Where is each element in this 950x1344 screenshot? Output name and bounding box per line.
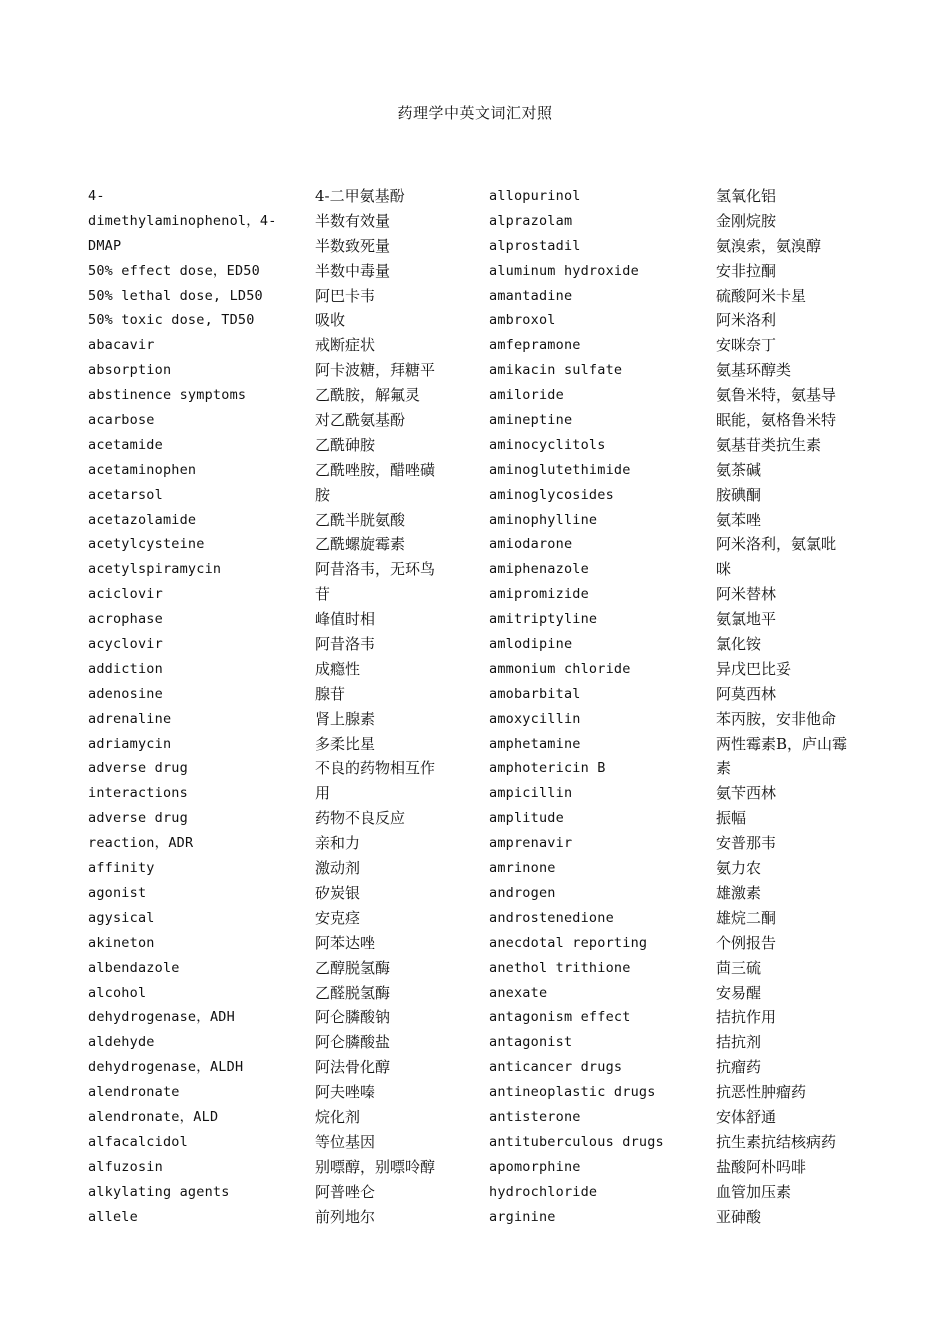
column-chinese-1 [315, 184, 475, 1229]
term-line: acyclovir [88, 636, 163, 653]
term-line: 戒断症状 [315, 336, 376, 355]
term-line: amrinone [489, 860, 556, 877]
term-line: alprazolam [489, 212, 573, 229]
term-line: 雄烷二酮 [716, 908, 777, 927]
term-line: 氨基环醇类 [716, 361, 792, 380]
column-english-2 [489, 184, 704, 1229]
term-line: 阿夫唑嗪 [315, 1083, 376, 1102]
term-line: 烷化剂 [315, 1107, 361, 1126]
page-title: 药理学中英文词汇对照 [397, 104, 553, 122]
term-line: reaction，ADR [88, 835, 194, 852]
term-line: DMAP [88, 237, 122, 254]
term-line: 阿米替林 [716, 585, 777, 604]
term-line: 氨鲁米特，氨基导 [716, 386, 837, 405]
term-line: 安克痉 [315, 908, 361, 927]
term-line: amiodarone [489, 536, 573, 553]
term-line: aminoglycosides [489, 486, 614, 503]
term-line: 阿米洛利，氨氯吡 [716, 535, 837, 554]
term-line: 阿卡波糖，拜糖平 [315, 361, 436, 380]
term-line: 亚砷酸 [716, 1207, 762, 1226]
term-line: 阿法骨化醇 [315, 1058, 391, 1077]
term-line: acrophase [88, 611, 163, 628]
term-line: 50% effect dose，ED50 [88, 262, 260, 279]
term-line: 半数致死量 [315, 236, 391, 255]
term-line: 氨氯地平 [716, 610, 777, 629]
term-line: anexate [489, 984, 548, 1001]
term-line: 苯丙胺，安非他命 [716, 709, 837, 728]
term-line: anticancer drugs [489, 1059, 623, 1076]
term-line: aldehyde [88, 1034, 155, 1051]
term-line: 50% lethal dose, LD50 [88, 287, 263, 304]
term-line: adrenaline [88, 710, 172, 727]
term-line: amlodipine [489, 636, 573, 653]
term-line: aciclovir [88, 586, 163, 603]
term-line: antituberculous drugs [489, 1133, 664, 1150]
term-line: acetylspiramycin [88, 561, 222, 578]
term-line: androgen [489, 884, 556, 901]
term-line: 矽炭银 [315, 883, 361, 902]
term-line: acarbose [88, 412, 155, 429]
term-line: 半数中毒量 [315, 261, 391, 280]
term-line: dehydrogenase，ADH [88, 1009, 235, 1026]
term-line: addiction [88, 660, 163, 677]
term-line: interactions [88, 785, 188, 802]
term-line: 安普那韦 [716, 834, 777, 853]
term-line: antagonism effect [489, 1009, 631, 1026]
term-line: 50% toxic dose, TD50 [88, 312, 255, 329]
term-line: antagonist [489, 1034, 573, 1051]
term-line: ampicillin [489, 785, 573, 802]
term-line: acetazolamide [88, 511, 197, 528]
term-line: 等位基因 [315, 1132, 376, 1151]
term-line: ammonium chloride [489, 660, 631, 677]
term-line: 抗生素抗结核病药 [716, 1132, 837, 1151]
term-line: 素 [716, 759, 732, 778]
term-line: apomorphine [489, 1158, 581, 1175]
term-line: amphetamine [489, 735, 581, 752]
term-line: 茴三硫 [716, 958, 762, 977]
term-line: akineton [88, 934, 155, 951]
term-line: ambroxol [489, 312, 556, 329]
term-line: 阿仑膦酸钠 [315, 1008, 391, 1027]
term-line: 安易醒 [716, 983, 762, 1002]
term-line: albendazole [88, 959, 180, 976]
term-line: 多柔比星 [315, 734, 376, 753]
term-line: 阿昔洛韦，无环鸟 [315, 560, 436, 579]
term-line: allopurinol [489, 188, 581, 204]
term-line: 抗瘤药 [716, 1058, 762, 1077]
term-line: 安非拉酮 [716, 261, 777, 280]
column-chinese-2 [716, 184, 891, 1229]
term-line: hydrochloride [489, 1183, 598, 1200]
term-line: 两性霉素B，庐山霉 [716, 734, 848, 753]
term-line: 亲和力 [315, 834, 361, 853]
term-line: alendronate [88, 1084, 180, 1101]
term-line: 乙酰砷胺 [315, 435, 376, 454]
term-line: 阿莫西林 [716, 684, 777, 703]
term-line: absorption [88, 362, 172, 379]
term-line: aminophylline [489, 511, 598, 528]
term-line: 4- [88, 188, 105, 204]
term-line: 氨苯唑 [716, 510, 762, 529]
term-line: 拮抗作用 [716, 1008, 777, 1027]
term-line: aminocyclitols [489, 436, 606, 453]
term-line: 安咪奈丁 [716, 336, 777, 355]
term-line: 个例报告 [716, 933, 777, 952]
term-line: amfepramone [489, 337, 581, 354]
term-line: affinity [88, 860, 155, 877]
term-line: 氯化铵 [716, 635, 762, 654]
term-line: 氨茶碱 [716, 460, 762, 479]
term-line: 对乙酰氨基酚 [315, 411, 406, 430]
term-line: amoxycillin [489, 710, 581, 727]
term-line: 氨苄西林 [716, 784, 777, 803]
term-line: 硫酸阿米卡星 [716, 286, 807, 305]
term-line: amiphenazole [489, 561, 589, 578]
term-line: dimethylaminophenol，4- [88, 212, 277, 229]
term-line: 苷 [315, 585, 331, 604]
term-line: 乙醇脱氢酶 [315, 958, 391, 977]
term-line: 乙酰胺，解氟灵 [315, 386, 421, 405]
term-line: adverse drug [88, 810, 188, 827]
term-line: agonist [88, 884, 147, 901]
term-line: amineptine [489, 412, 573, 429]
term-line: allele [88, 1208, 138, 1225]
term-line: amantadine [489, 287, 573, 304]
term-line: anecdotal reporting [489, 934, 648, 951]
term-line: 4-二甲氨基酚 [315, 187, 405, 205]
term-line: 别嘌醇，别嘌呤醇 [315, 1157, 436, 1176]
term-line: abstinence symptoms [88, 387, 247, 404]
term-line: acetamide [88, 436, 163, 453]
term-line: 乙酰唑胺，醋唑磺 [315, 460, 436, 479]
term-line: 吸收 [315, 311, 346, 330]
term-line: 拮抗剂 [716, 1033, 762, 1052]
term-line: 腺苷 [315, 684, 346, 703]
term-line: amitriptyline [489, 611, 598, 628]
term-line: 氢氧化铝 [716, 187, 777, 205]
term-line: 乙醛脱氢酶 [315, 983, 391, 1002]
term-line: 成瘾性 [315, 659, 361, 678]
term-line: amobarbital [489, 685, 581, 702]
term-line: 半数有效量 [315, 211, 391, 230]
term-line: amiloride [489, 387, 564, 404]
term-line: 前列地尔 [315, 1207, 376, 1226]
term-line: amprenavir [489, 835, 573, 852]
term-line: 胺碘酮 [716, 485, 762, 504]
term-line: 激动剂 [315, 859, 361, 878]
term-line: acetarsol [88, 486, 163, 503]
term-line: 阿仑膦酸盐 [315, 1033, 391, 1052]
term-line: 阿米洛利 [716, 311, 777, 330]
term-line: aluminum hydroxide [489, 262, 639, 279]
term-line: antineoplastic drugs [489, 1084, 656, 1101]
term-line: amphotericin B [489, 760, 606, 777]
term-line: abacavir [88, 337, 155, 354]
term-line: 安体舒通 [716, 1107, 777, 1126]
term-line: dehydrogenase，ALDH [88, 1059, 244, 1076]
term-line: amipromizide [489, 586, 589, 603]
term-line: adverse drug [88, 760, 188, 777]
term-line: 胺 [315, 485, 331, 504]
term-line: 抗恶性肿瘤药 [716, 1083, 807, 1102]
term-line: alcohol [88, 984, 147, 1001]
term-line: amikacin sulfate [489, 362, 623, 379]
term-line: 异戊巴比妥 [716, 659, 792, 678]
term-line: 振幅 [716, 809, 747, 828]
term-line: androstenedione [489, 909, 614, 926]
term-line: acetylcysteine [88, 536, 205, 553]
term-line: alendronate，ALD [88, 1108, 219, 1125]
term-line: 盐酸阿朴吗啡 [716, 1157, 807, 1176]
term-line: 氨基苷类抗生素 [716, 435, 822, 454]
term-line: amplitude [489, 810, 564, 827]
term-line: 雄激素 [716, 883, 762, 902]
term-line: adenosine [88, 685, 163, 702]
column-english-1 [88, 184, 303, 1229]
term-line: 药物不良反应 [315, 809, 406, 828]
term-line: 咪 [716, 560, 732, 579]
term-line: 乙酰螺旋霉素 [315, 535, 406, 554]
term-line: agysical [88, 909, 155, 926]
term-line: 阿苯达唑 [315, 933, 376, 952]
term-line: acetaminophen [88, 461, 197, 478]
term-line: aminoglutethimide [489, 461, 631, 478]
term-line: 用 [315, 784, 331, 803]
term-line: 血管加压素 [716, 1182, 792, 1201]
term-line: 氨力农 [716, 859, 762, 878]
term-line: 不良的药物相互作 [315, 759, 436, 778]
term-line: alfuzosin [88, 1158, 163, 1175]
term-line: 峰值时相 [315, 610, 376, 629]
term-line: 阿普唑仑 [315, 1182, 376, 1201]
term-line: 金刚烷胺 [716, 211, 777, 230]
term-line: antisterone [489, 1108, 581, 1125]
term-line: 阿昔洛韦 [315, 635, 376, 654]
term-line: alfacalcidol [88, 1133, 188, 1150]
term-line: arginine [489, 1208, 556, 1225]
term-line: adriamycin [88, 735, 172, 752]
term-line: anethol trithione [489, 959, 631, 976]
term-line: alkylating agents [88, 1183, 230, 1200]
term-line: 肾上腺素 [315, 709, 376, 728]
term-line: alprostadil [489, 237, 581, 254]
term-line: 氨溴索，氨溴醇 [716, 236, 822, 255]
term-line: 眠能，氨格鲁米特 [716, 411, 837, 430]
term-line: 阿巴卡韦 [315, 286, 376, 305]
term-line: 乙酰半胱氨酸 [315, 510, 406, 529]
